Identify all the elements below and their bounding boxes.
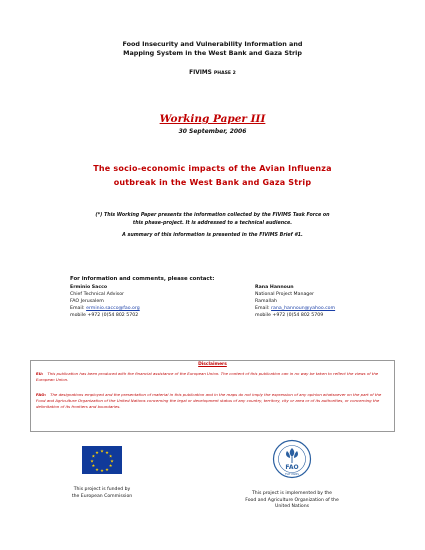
fao-caption-line-1: This project is implemented by the xyxy=(251,491,332,496)
contact-right-org: Ramallah xyxy=(255,299,277,304)
note-line-3: A summary of this information is presented in the FIVIMS Brief #1. xyxy=(122,233,303,238)
fao-logo xyxy=(272,439,312,479)
contact-right-email-row xyxy=(255,305,335,312)
svg-text:★: ★ xyxy=(110,458,114,464)
contact-right xyxy=(255,284,335,319)
note-line-2: this phase-project. It is addressed to a technical audience. xyxy=(132,221,293,226)
main-title-line-1: The socio-economic impacts of the Avian Influenza xyxy=(93,164,332,173)
fao-wheat-icon xyxy=(272,439,312,479)
fao-caption xyxy=(222,491,362,511)
eu-stars-icon xyxy=(82,446,122,474)
program-name: FIVIMS xyxy=(189,70,212,76)
contact-left-email-row xyxy=(70,305,140,312)
svg-text:★: ★ xyxy=(90,458,94,464)
disclaimer-title: Disclaimers xyxy=(198,362,227,367)
working-paper-title: Working Paper III xyxy=(159,113,266,125)
disclaimer-eu-label: EU: xyxy=(36,371,44,376)
contact-right-role: National Project Manager xyxy=(255,292,315,297)
fao-caption-line-2: Food and Agriculture Organization of the xyxy=(245,497,339,503)
main-title-line-2: outbreak in the West Bank and Gaza Strip xyxy=(113,178,312,187)
eu-caption xyxy=(52,487,152,500)
contact-left-role: Chief Technical Advisor xyxy=(70,292,124,297)
disclaimer-fao-text: The designations employed and the presentation of material in this publication and in the maps do not imply the expression of any opinion whatsoever on the part of the Food and Agriculture Organization of the United Nations concerning the legal or development status of any country, territory, city or area or of its authorities, or concerning the delimitation of its frontiers and boundaries. xyxy=(36,392,382,409)
note-line-1: (*) This Working Paper presents the information collected by the FIVIMS Task Force on xyxy=(95,213,330,218)
program-phase: PHASE 2 xyxy=(213,71,236,76)
project-title-line-1: Food Insecurity and Vulnerability Information and xyxy=(122,40,303,48)
disclaimer-eu xyxy=(36,371,388,383)
fao-motto: FIAT PANIS xyxy=(285,473,299,477)
eu-caption-line-2: the European Commission xyxy=(71,493,133,499)
disclaimer-fao xyxy=(36,392,388,410)
contact-right-email-label: Email: xyxy=(255,306,272,311)
contact-heading: For information and comments, please contact: xyxy=(70,276,215,282)
contact-left-mobile: mobile +972 (0)54 802 5702 xyxy=(70,313,139,318)
disclaimer-fao-label: FAO: xyxy=(36,392,47,397)
contact-left-email-link[interactable]: erminio.sacco@fao.org xyxy=(86,306,140,311)
eu-caption-line-1: This project is funded by xyxy=(73,487,131,492)
project-title-line-2: Mapping System in the West Bank and Gaza Strip xyxy=(123,49,302,57)
svg-text:★: ★ xyxy=(95,449,99,455)
svg-text:★: ★ xyxy=(91,453,96,459)
contact-right-name: Rana Hannoun xyxy=(255,285,294,290)
program-label xyxy=(0,70,425,76)
svg-text:★: ★ xyxy=(108,453,113,459)
contact-left-email-label: Email: xyxy=(70,306,87,311)
svg-text:★: ★ xyxy=(108,463,113,469)
svg-text:★: ★ xyxy=(105,449,109,455)
svg-text:★: ★ xyxy=(91,463,96,469)
svg-text:★: ★ xyxy=(105,466,109,472)
svg-text:★: ★ xyxy=(100,468,104,474)
svg-text:★: ★ xyxy=(95,466,99,472)
disclaimer-eu-text: This publication has been produced with the financial assistance of the European Union. The content of this publication can in no way be taken to reflect the views of the European Union. xyxy=(36,371,379,382)
contact-left-org: FAO Jerusalem xyxy=(70,299,104,304)
fao-logo-text: FAO xyxy=(285,464,299,471)
contact-right-mobile: mobile +972 (0)54 802 5709 xyxy=(255,313,324,318)
contact-right-email-link[interactable]: rana_hannoun@yahoo.com xyxy=(271,306,336,311)
working-paper-date: 30 September, 2006 xyxy=(178,128,247,135)
contact-left-name: Erminio Sacco xyxy=(70,285,108,290)
eu-flag-logo xyxy=(82,446,122,474)
fao-caption-line-3: United Nations xyxy=(275,504,309,509)
svg-text:★: ★ xyxy=(100,448,104,454)
contact-left xyxy=(70,284,140,319)
